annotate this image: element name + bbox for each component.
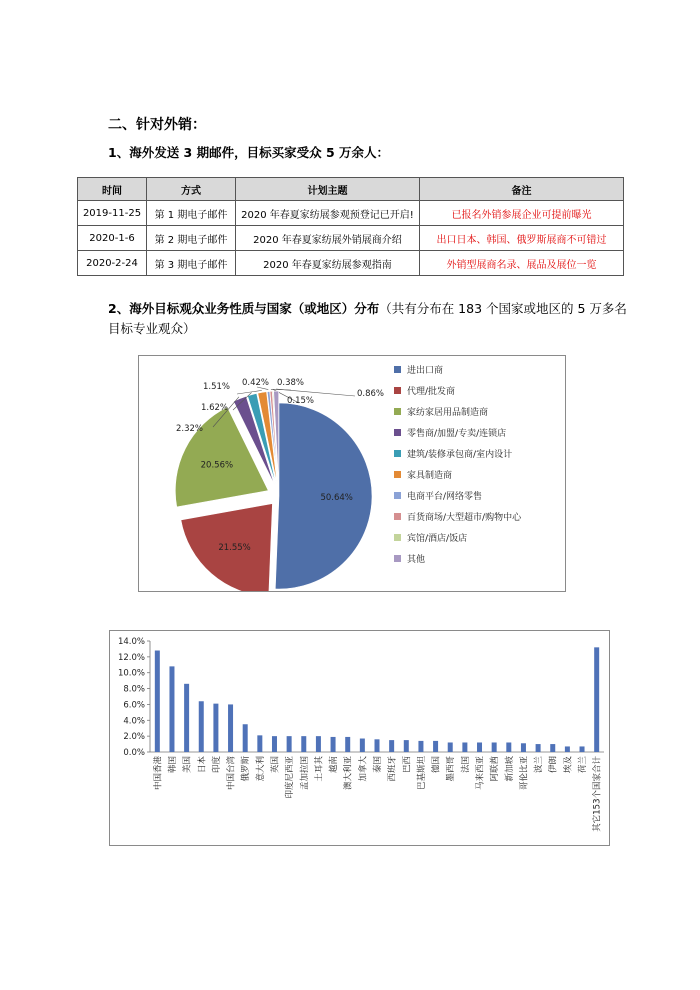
bar — [565, 746, 570, 752]
bar — [169, 666, 174, 752]
legend-label: 家纺家居用品制造商 — [407, 408, 489, 418]
legend-label: 电商平台/网络零售 — [407, 492, 483, 502]
legend-swatch — [394, 429, 401, 436]
table-row — [78, 226, 624, 251]
y-tick-label: 0.0% — [123, 748, 145, 758]
cell-note: 外销型展商名录、展品及展位一览 — [420, 251, 624, 276]
bar — [316, 736, 321, 752]
col-header-time: 时间 — [78, 178, 147, 201]
x-tick-label: 西班牙 — [387, 756, 398, 782]
pie-slice-label: 0.38% — [277, 378, 305, 388]
y-tick-label: 6.0% — [123, 700, 145, 711]
x-tick-label: 美国 — [182, 756, 193, 774]
x-tick-label: 俄罗斯 — [241, 756, 252, 782]
legend-label: 代理/批发商 — [407, 387, 456, 397]
x-tick-label: 埃及 — [563, 756, 574, 774]
pie-slice-label: 0.42% — [242, 378, 270, 388]
bar — [228, 704, 233, 752]
bar — [418, 741, 423, 752]
cell-theme: 2020 年春夏家纺展参观预登记已开启! — [236, 201, 420, 226]
x-tick-label: 阿联酋 — [490, 756, 501, 782]
cell-theme: 2020 年春夏家纺展外销展商介绍 — [236, 226, 420, 251]
bar — [389, 740, 394, 752]
x-tick-label: 印度 — [211, 756, 222, 774]
bar — [506, 742, 511, 752]
bar — [492, 742, 497, 752]
bar — [462, 742, 467, 752]
x-tick-label: 日本 — [197, 756, 208, 774]
section2-title-rest: （共有分布在 183 个国家或地区的 5 万多名目标专业观众） — [108, 301, 627, 336]
bar — [272, 736, 277, 752]
x-tick-label: 伊朗 — [548, 756, 559, 774]
legend-swatch — [394, 513, 401, 520]
pie-leader-line — [276, 389, 355, 396]
legend-label: 零售商/加盟/专卖/连锁店 — [407, 429, 507, 439]
x-tick-label: 巴基斯坦 — [416, 756, 427, 791]
business-type-pie-chart — [138, 355, 566, 592]
bar — [301, 736, 306, 752]
cell-method: 第 3 期电子邮件 — [147, 251, 236, 276]
pie-slice-label: 2.32% — [176, 424, 204, 434]
section2-title — [108, 299, 628, 339]
legend-swatch — [394, 492, 401, 499]
bar — [213, 704, 218, 752]
cell-time: 2019-11-25 — [78, 201, 147, 226]
x-tick-label: 荷兰 — [578, 756, 589, 774]
x-tick-label: 澳大利亚 — [343, 756, 354, 791]
pie-slice-label: 0.86% — [357, 389, 385, 399]
pie-slice-label: 20.56% — [200, 460, 234, 471]
bar — [594, 647, 599, 752]
pie-slice-label: 0.15% — [287, 396, 315, 406]
bar — [375, 739, 380, 752]
cell-note: 已报名外销参展企业可提前曝光 — [420, 201, 624, 226]
bar — [199, 701, 204, 752]
country-bar-chart — [109, 630, 610, 846]
x-tick-label: 法国 — [460, 756, 471, 774]
x-tick-label: 其它153个国家合计 — [592, 756, 603, 832]
x-tick-label: 波兰 — [534, 756, 545, 774]
bar-chart-canvas — [110, 631, 609, 845]
cell-time: 2020-2-24 — [78, 251, 147, 276]
bar — [360, 739, 365, 752]
legend-swatch — [394, 366, 401, 373]
pie-chart-canvas — [139, 356, 565, 591]
legend-label: 百货商场/大型超市/购物中心 — [407, 513, 522, 523]
bar — [433, 741, 438, 752]
x-tick-label: 巴西 — [402, 756, 413, 774]
x-tick-label: 英国 — [270, 756, 281, 774]
bar — [448, 742, 453, 752]
bar — [331, 737, 336, 752]
y-tick-label: 12.0% — [117, 652, 145, 663]
legend-swatch — [394, 555, 401, 562]
cell-theme: 2020 年春夏家纺展参观指南 — [236, 251, 420, 276]
bar — [184, 684, 189, 752]
cell-method: 第 1 期电子邮件 — [147, 201, 236, 226]
x-tick-label: 泰国 — [373, 756, 383, 774]
x-tick-label: 越南 — [329, 756, 340, 774]
legend-label: 其他 — [407, 555, 426, 565]
bar — [345, 737, 350, 752]
table-header-row — [78, 178, 624, 201]
x-tick-label: 德国 — [431, 756, 442, 774]
y-tick-label: 10.0% — [117, 668, 145, 679]
x-tick-label: 中国香港 — [153, 756, 164, 791]
x-tick-label: 土耳其 — [314, 756, 325, 782]
x-tick-label: 孟加拉国 — [299, 756, 310, 791]
bar — [477, 742, 482, 752]
x-tick-label: 加拿大 — [358, 756, 369, 782]
col-header-note: 备注 — [420, 178, 624, 201]
bar — [521, 743, 526, 752]
x-tick-label: 哥伦比亚 — [519, 756, 530, 791]
y-tick-label: 8.0% — [123, 684, 145, 695]
pie-slice-label: 1.62% — [201, 403, 229, 413]
bar — [580, 746, 585, 752]
y-tick-label: 14.0% — [117, 637, 145, 647]
x-tick-label: 新加坡 — [504, 756, 515, 782]
cell-time: 2020-1-6 — [78, 226, 147, 251]
pie-slice-label: 1.51% — [203, 382, 231, 392]
x-tick-label: 韩国 — [167, 756, 178, 774]
table-row — [78, 201, 624, 226]
bar — [287, 736, 292, 752]
bar — [243, 724, 248, 752]
y-tick-label: 4.0% — [123, 716, 145, 727]
legend-swatch — [394, 408, 401, 415]
x-tick-label: 意大利 — [255, 756, 266, 782]
bar — [257, 735, 262, 752]
legend-swatch — [394, 450, 401, 457]
legend-label: 家具制造商 — [407, 471, 453, 481]
pie-slice-label: 21.55% — [218, 543, 251, 554]
legend-label: 进出口商 — [407, 366, 444, 376]
section1-title: 1、海外发送 3 期邮件，目标买家受众 5 万余人： — [108, 145, 390, 160]
legend-label: 建筑/装修承包商/室内设计 — [407, 450, 513, 460]
table-row — [78, 251, 624, 276]
legend-swatch — [394, 534, 401, 541]
y-tick-label: 2.0% — [123, 732, 145, 743]
pie-slice-label: 50.64% — [320, 493, 353, 504]
col-header-method: 方式 — [147, 178, 236, 201]
x-tick-label: 墨西哥 — [446, 756, 457, 782]
x-tick-label: 马来西亚 — [475, 756, 486, 791]
section-heading: 二、针对外销： — [108, 117, 206, 133]
section2-title-bold: 2、海外目标观众业务性质与国家（或地区）分布 — [108, 301, 380, 316]
legend-swatch — [394, 471, 401, 478]
cell-method: 第 2 期电子邮件 — [147, 226, 236, 251]
bar — [404, 740, 409, 752]
bar — [536, 744, 541, 752]
bar — [155, 651, 160, 752]
x-tick-label: 印度尼西亚 — [285, 756, 296, 799]
email-plan-table — [77, 177, 624, 276]
x-tick-label: 中国台湾 — [226, 756, 237, 791]
legend-label: 宾馆/酒店/饭店 — [407, 534, 468, 544]
cell-note: 出口日本、韩国、俄罗斯展商不可错过 — [420, 226, 624, 251]
col-header-theme: 计划主题 — [236, 178, 420, 201]
bar — [550, 744, 555, 752]
legend-swatch — [394, 387, 401, 394]
